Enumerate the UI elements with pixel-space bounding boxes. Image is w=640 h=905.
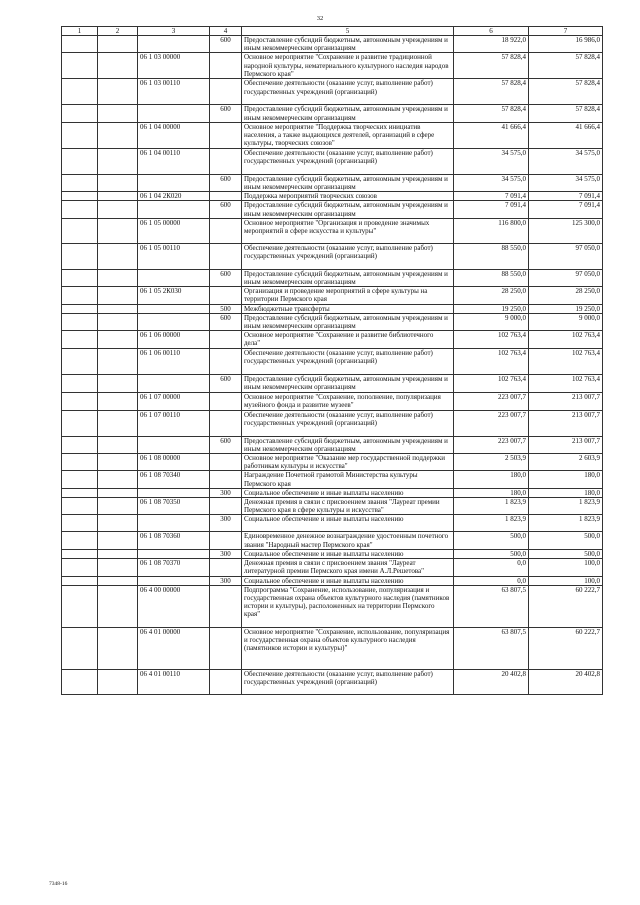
description-cell: Предоставление субсидий бюджетным, автономным учреждениям и иным некоммерческим организациям	[242, 313, 454, 330]
col1-cell	[62, 331, 98, 349]
description-cell: Единовременное денежное вознаграждение удостоенным почетного звания "Народный мастер Пермского края"	[242, 532, 454, 549]
col1-cell	[62, 349, 98, 375]
target-code-cell	[138, 488, 210, 497]
table-row	[62, 148, 603, 174]
header-cell-2: 2	[98, 27, 138, 36]
col1-cell	[62, 122, 98, 148]
description-cell: Межбюджетные трансферты	[242, 304, 454, 313]
col2-cell	[98, 392, 138, 410]
amount-year1-cell: 223 007,7	[454, 436, 529, 453]
expense-type-cell	[210, 79, 242, 105]
col1-cell	[62, 313, 98, 330]
target-code-cell	[138, 304, 210, 313]
amount-year1-cell: 88 550,0	[454, 243, 529, 269]
table-row	[62, 36, 603, 53]
header-row	[62, 27, 603, 36]
table-row	[62, 375, 603, 392]
expense-type-cell	[210, 122, 242, 148]
table-row	[62, 410, 603, 436]
expense-type-cell	[210, 349, 242, 375]
target-code-cell: 06 1 05 2К030	[138, 287, 210, 304]
expense-type-cell: 600	[210, 105, 242, 122]
amount-year2-cell: 34 575,0	[529, 174, 603, 191]
amount-year2-cell: 97 050,0	[529, 243, 603, 269]
table-row	[62, 331, 603, 349]
col1-cell	[62, 585, 98, 627]
amount-year2-cell: 9 000,0	[529, 313, 603, 330]
target-code-cell: 06 1 05 00000	[138, 218, 210, 243]
description-cell: Основное мероприятие "Сохранение, использование, популяризация и государственная охрана объектов культурного наследия (памятников истории и культуры)"	[242, 627, 454, 669]
description-cell: Предоставление субсидий бюджетным, автономным учреждениям и иным некоммерческим организациям	[242, 201, 454, 218]
col1-cell	[62, 532, 98, 549]
amount-year2-cell: 60 222,7	[529, 627, 603, 669]
col1-cell	[62, 488, 98, 497]
col2-cell	[98, 331, 138, 349]
target-code-cell: 06 1 04 00000	[138, 122, 210, 148]
amount-year1-cell: 0,0	[454, 576, 529, 585]
amount-year1-cell: 19 250,0	[454, 304, 529, 313]
col2-cell	[98, 349, 138, 375]
expense-type-cell: 500	[210, 304, 242, 313]
description-cell: Основное мероприятие "Сохранение и развитие традиционной народной культуры, нематериального культурного наследия народов Пермского края"	[242, 53, 454, 79]
col2-cell	[98, 559, 138, 576]
amount-year1-cell: 57 828,4	[454, 79, 529, 105]
col2-cell	[98, 375, 138, 392]
description-cell: Предоставление субсидий бюджетным, автономным учреждениям и иным некоммерческим организациям	[242, 36, 454, 53]
amount-year1-cell: 116 800,0	[454, 218, 529, 243]
amount-year1-cell: 63 807,5	[454, 585, 529, 627]
amount-year2-cell: 34 575,0	[529, 148, 603, 174]
col2-cell	[98, 585, 138, 627]
amount-year2-cell: 60 222,7	[529, 585, 603, 627]
target-code-cell	[138, 313, 210, 330]
amount-year2-cell: 102 763,4	[529, 331, 603, 349]
table-row	[62, 549, 603, 558]
description-cell: Предоставление субсидий бюджетным, автономным учреждениям и иным некоммерческим организациям	[242, 174, 454, 191]
amount-year2-cell: 180,0	[529, 488, 603, 497]
target-code-cell: 06 1 06 00110	[138, 349, 210, 375]
amount-year2-cell: 180,0	[529, 471, 603, 488]
table-row	[62, 532, 603, 549]
expense-type-cell: 300	[210, 576, 242, 585]
target-code-cell: 06 1 08 70350	[138, 498, 210, 515]
amount-year1-cell: 7 091,4	[454, 192, 529, 201]
expense-type-cell	[210, 148, 242, 174]
amount-year2-cell: 500,0	[529, 532, 603, 549]
table-row	[62, 585, 603, 627]
description-cell: Предоставление субсидий бюджетным, автономным учреждениям и иным некоммерческим организациям	[242, 105, 454, 122]
header-cell-4: 4	[210, 27, 242, 36]
header-cell-3: 3	[138, 27, 210, 36]
col2-cell	[98, 53, 138, 79]
col2-cell	[98, 122, 138, 148]
col1-cell	[62, 498, 98, 515]
amount-year1-cell: 88 550,0	[454, 269, 529, 286]
description-cell: Основное мероприятие "Сохранение и развитие библиотечного дела"	[242, 331, 454, 349]
description-cell: Денежная премия в связи с присвоением звания "Лауреат премии Пермского края в сфере культуры и искусства"	[242, 498, 454, 515]
table-row	[62, 454, 603, 471]
col1-cell	[62, 436, 98, 453]
amount-year1-cell: 57 828,4	[454, 105, 529, 122]
col1-cell	[62, 174, 98, 191]
description-cell: Социальное обеспечение и иные выплаты населению	[242, 488, 454, 497]
table-row	[62, 669, 603, 694]
description-cell: Обеспечение деятельности (оказание услуг, выполнение работ) государственных учреждений (организаций)	[242, 410, 454, 436]
col2-cell	[98, 313, 138, 330]
table-row	[62, 515, 603, 532]
amount-year1-cell: 34 575,0	[454, 174, 529, 191]
col1-cell	[62, 515, 98, 532]
amount-year1-cell: 9 000,0	[454, 313, 529, 330]
amount-year2-cell: 100,0	[529, 559, 603, 576]
description-cell: Подпрограмма "Сохранение, использование, популяризация и государственная охрана объектов культурного наследия (памятников истории и культуры), расположенных на территории Пермского края"	[242, 585, 454, 627]
description-cell: Основное мероприятие "Сохранение, пополнение, популяризация музейного фонда и развитие музеев"	[242, 392, 454, 410]
target-code-cell: 06 4 01 00110	[138, 669, 210, 694]
amount-year1-cell: 28 250,0	[454, 287, 529, 304]
amount-year2-cell: 16 986,0	[529, 36, 603, 53]
col2-cell	[98, 218, 138, 243]
col2-cell	[98, 201, 138, 218]
expense-type-cell	[210, 392, 242, 410]
col1-cell	[62, 201, 98, 218]
amount-year2-cell: 28 250,0	[529, 287, 603, 304]
expense-type-cell	[210, 243, 242, 269]
target-code-cell	[138, 549, 210, 558]
col1-cell	[62, 287, 98, 304]
table-row	[62, 287, 603, 304]
target-code-cell	[138, 576, 210, 585]
amount-year1-cell: 34 575,0	[454, 148, 529, 174]
col1-cell	[62, 549, 98, 558]
col1-cell	[62, 269, 98, 286]
expense-type-cell: 300	[210, 515, 242, 532]
table-row	[62, 313, 603, 330]
table-row	[62, 349, 603, 375]
col2-cell	[98, 79, 138, 105]
target-code-cell: 06 1 07 00000	[138, 392, 210, 410]
target-code-cell: 06 1 07 00110	[138, 410, 210, 436]
description-cell: Поддержка мероприятий творческих союзов	[242, 192, 454, 201]
table-row	[62, 498, 603, 515]
target-code-cell: 06 1 08 70370	[138, 559, 210, 576]
amount-year1-cell: 63 807,5	[454, 627, 529, 669]
col2-cell	[98, 669, 138, 694]
expense-type-cell	[210, 287, 242, 304]
target-code-cell: 06 4 01 00000	[138, 627, 210, 669]
col2-cell	[98, 192, 138, 201]
description-cell: Денежная премия в связи с присвоением звания "Лауреат литературной премии Пермского края имени А.Л.Решетова"	[242, 559, 454, 576]
budget-table	[61, 26, 603, 695]
amount-year1-cell: 41 666,4	[454, 122, 529, 148]
description-cell: Предоставление субсидий бюджетным, автономным учреждениям и иным некоммерческим организациям	[242, 436, 454, 453]
amount-year2-cell: 20 402,8	[529, 669, 603, 694]
description-cell: Предоставление субсидий бюджетным, автономным учреждениям и иным некоммерческим организациям	[242, 375, 454, 392]
amount-year2-cell: 213 007,7	[529, 436, 603, 453]
col1-cell	[62, 243, 98, 269]
header-cell-6: 6	[454, 27, 529, 36]
amount-year1-cell: 1 823,9	[454, 498, 529, 515]
description-cell: Социальное обеспечение и иные выплаты населению	[242, 549, 454, 558]
amount-year2-cell: 1 823,9	[529, 515, 603, 532]
amount-year2-cell: 213 007,7	[529, 392, 603, 410]
target-code-cell	[138, 375, 210, 392]
amount-year2-cell: 57 828,4	[529, 53, 603, 79]
col2-cell	[98, 454, 138, 471]
description-cell: Организация и проведение мероприятий в сфере культуры на территории Пермского края	[242, 287, 454, 304]
table-row	[62, 488, 603, 497]
col2-cell	[98, 576, 138, 585]
amount-year1-cell: 180,0	[454, 488, 529, 497]
expense-type-cell	[210, 471, 242, 488]
expense-type-cell: 600	[210, 375, 242, 392]
table-row	[62, 174, 603, 191]
description-cell: Обеспечение деятельности (оказание услуг, выполнение работ) государственных учреждений (организаций)	[242, 148, 454, 174]
col1-cell	[62, 105, 98, 122]
amount-year2-cell: 7 091,4	[529, 201, 603, 218]
amount-year1-cell: 223 007,7	[454, 410, 529, 436]
col1-cell	[62, 79, 98, 105]
target-code-cell: 06 1 03 00000	[138, 53, 210, 79]
amount-year1-cell: 180,0	[454, 471, 529, 488]
target-code-cell: 06 1 05 00110	[138, 243, 210, 269]
col1-cell	[62, 375, 98, 392]
table-row	[62, 122, 603, 148]
description-cell: Основное мероприятие "Оказание мер государственной поддержки работникам культуры и искусства"	[242, 454, 454, 471]
col2-cell	[98, 410, 138, 436]
col2-cell	[98, 174, 138, 191]
col1-cell	[62, 36, 98, 53]
amount-year1-cell: 500,0	[454, 532, 529, 549]
amount-year2-cell: 213 007,7	[529, 410, 603, 436]
target-code-cell	[138, 436, 210, 453]
amount-year1-cell: 102 763,4	[454, 375, 529, 392]
col2-cell	[98, 549, 138, 558]
amount-year1-cell: 18 922,0	[454, 36, 529, 53]
col1-cell	[62, 392, 98, 410]
description-cell: Обеспечение деятельности (оказание услуг, выполнение работ) государственных учреждений (организаций)	[242, 669, 454, 694]
amount-year2-cell: 125 300,0	[529, 218, 603, 243]
table-row	[62, 192, 603, 201]
target-code-cell	[138, 515, 210, 532]
expense-type-cell	[210, 454, 242, 471]
description-cell: Обеспечение деятельности (оказание услуг, выполнение работ) государственных учреждений (организаций)	[242, 79, 454, 105]
table-row	[62, 576, 603, 585]
amount-year1-cell: 102 763,4	[454, 331, 529, 349]
header-cell-1: 1	[62, 27, 98, 36]
expense-type-cell: 300	[210, 488, 242, 497]
table-row	[62, 627, 603, 669]
amount-year1-cell: 102 763,4	[454, 349, 529, 375]
col1-cell	[62, 148, 98, 174]
target-code-cell: 06 1 06 00000	[138, 331, 210, 349]
table-row	[62, 269, 603, 286]
expense-type-cell: 600	[210, 269, 242, 286]
target-code-cell: 06 1 08 70340	[138, 471, 210, 488]
target-code-cell	[138, 105, 210, 122]
target-code-cell: 06 1 04 2К020	[138, 192, 210, 201]
col1-cell	[62, 559, 98, 576]
target-code-cell: 06 1 08 00000	[138, 454, 210, 471]
expense-type-cell: 600	[210, 436, 242, 453]
table-row	[62, 218, 603, 243]
amount-year1-cell: 20 402,8	[454, 669, 529, 694]
description-cell: Основное мероприятие "Организация и проведение значимых мероприятий в сфере искусства и культуры"	[242, 218, 454, 243]
expense-type-cell: 600	[210, 36, 242, 53]
table-row	[62, 392, 603, 410]
col1-cell	[62, 218, 98, 243]
amount-year2-cell: 97 050,0	[529, 269, 603, 286]
amount-year1-cell: 7 091,4	[454, 201, 529, 218]
expense-type-cell: 600	[210, 313, 242, 330]
amount-year2-cell: 57 828,4	[529, 79, 603, 105]
table-row	[62, 471, 603, 488]
amount-year1-cell: 57 828,4	[454, 53, 529, 79]
amount-year2-cell: 57 828,4	[529, 105, 603, 122]
amount-year1-cell: 1 823,9	[454, 515, 529, 532]
description-cell: Основное мероприятие "Поддержка творческих инициатив населения, а также выдающихся деятелей, организаций в сфере культуры, творческих союзов"	[242, 122, 454, 148]
target-code-cell: 06 1 08 70360	[138, 532, 210, 549]
col2-cell	[98, 243, 138, 269]
header-cell-5: 5	[242, 27, 454, 36]
table-row	[62, 79, 603, 105]
col1-cell	[62, 53, 98, 79]
col2-cell	[98, 287, 138, 304]
col2-cell	[98, 498, 138, 515]
expense-type-cell: 600	[210, 201, 242, 218]
expense-type-cell	[210, 53, 242, 79]
expense-type-cell	[210, 532, 242, 549]
amount-year1-cell: 500,0	[454, 549, 529, 558]
target-code-cell	[138, 174, 210, 191]
table-row	[62, 304, 603, 313]
description-cell: Обеспечение деятельности (оказание услуг, выполнение работ) государственных учреждений (организаций)	[242, 243, 454, 269]
description-cell: Предоставление субсидий бюджетным, автономным учреждениям и иным некоммерческим организациям	[242, 269, 454, 286]
table-row	[62, 436, 603, 453]
col1-cell	[62, 627, 98, 669]
amount-year2-cell: 102 763,4	[529, 349, 603, 375]
table-row	[62, 559, 603, 576]
expense-type-cell	[210, 218, 242, 243]
col2-cell	[98, 471, 138, 488]
description-cell: Социальное обеспечение и иные выплаты населению	[242, 576, 454, 585]
target-code-cell	[138, 36, 210, 53]
col2-cell	[98, 436, 138, 453]
description-cell: Социальное обеспечение и иные выплаты населению	[242, 515, 454, 532]
target-code-cell	[138, 269, 210, 286]
col1-cell	[62, 192, 98, 201]
amount-year2-cell: 7 091,4	[529, 192, 603, 201]
col1-cell	[62, 304, 98, 313]
target-code-cell: 06 4 00 00000	[138, 585, 210, 627]
expense-type-cell: 300	[210, 549, 242, 558]
col1-cell	[62, 669, 98, 694]
amount-year2-cell: 100,0	[529, 576, 603, 585]
target-code-cell: 06 1 03 00110	[138, 79, 210, 105]
amount-year2-cell: 500,0	[529, 549, 603, 558]
expense-type-cell	[210, 559, 242, 576]
col2-cell	[98, 532, 138, 549]
expense-type-cell	[210, 669, 242, 694]
table-row	[62, 105, 603, 122]
description-cell: Награждение Почетной грамотой Министерства культуры Пермского края	[242, 471, 454, 488]
table-row	[62, 53, 603, 79]
expense-type-cell	[210, 498, 242, 515]
header-cell-7: 7	[529, 27, 603, 36]
amount-year1-cell: 0,0	[454, 559, 529, 576]
expense-type-cell	[210, 410, 242, 436]
col1-cell	[62, 454, 98, 471]
col2-cell	[98, 488, 138, 497]
target-code-cell: 06 1 04 00110	[138, 148, 210, 174]
col1-cell	[62, 576, 98, 585]
col2-cell	[98, 515, 138, 532]
col2-cell	[98, 627, 138, 669]
amount-year2-cell: 2 603,9	[529, 454, 603, 471]
col2-cell	[98, 105, 138, 122]
amount-year2-cell: 1 823,9	[529, 498, 603, 515]
amount-year2-cell: 41 666,4	[529, 122, 603, 148]
expense-type-cell	[210, 192, 242, 201]
col2-cell	[98, 304, 138, 313]
amount-year2-cell: 102 763,4	[529, 375, 603, 392]
target-code-cell	[138, 201, 210, 218]
page-number: 32	[316, 15, 324, 22]
col1-cell	[62, 410, 98, 436]
amount-year1-cell: 2 503,9	[454, 454, 529, 471]
amount-year2-cell: 19 250,0	[529, 304, 603, 313]
expense-type-cell	[210, 627, 242, 669]
col2-cell	[98, 269, 138, 286]
expense-type-cell	[210, 331, 242, 349]
table-row	[62, 243, 603, 269]
footer-code: 7348-16	[49, 881, 68, 887]
description-cell: Обеспечение деятельности (оказание услуг, выполнение работ) государственных учреждений (организаций)	[242, 349, 454, 375]
expense-type-cell	[210, 585, 242, 627]
col1-cell	[62, 471, 98, 488]
amount-year1-cell: 223 007,7	[454, 392, 529, 410]
col2-cell	[98, 36, 138, 53]
table-row	[62, 201, 603, 218]
col2-cell	[98, 148, 138, 174]
expense-type-cell: 600	[210, 174, 242, 191]
